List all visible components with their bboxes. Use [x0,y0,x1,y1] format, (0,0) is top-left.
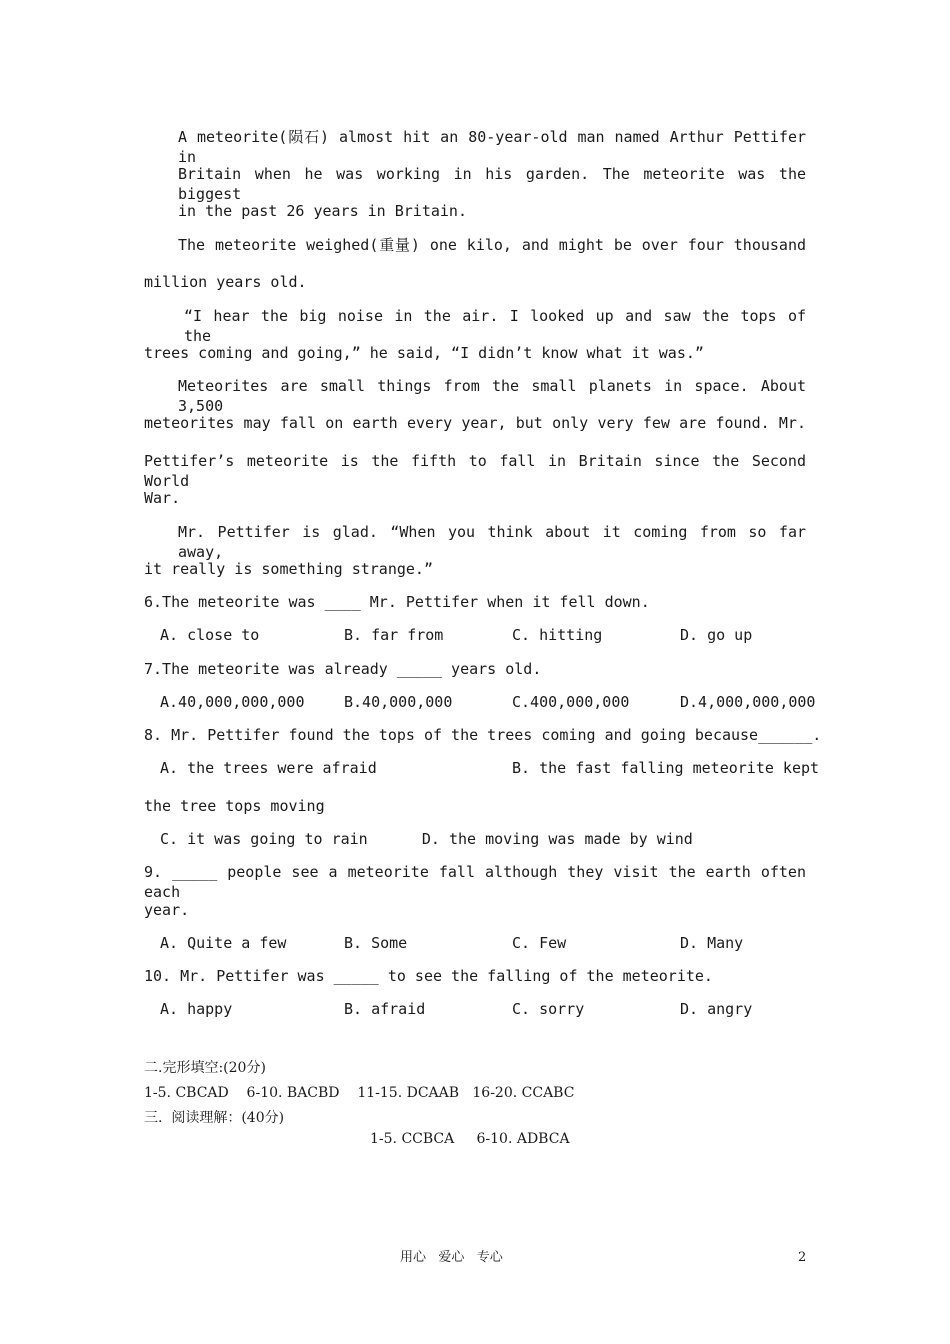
passage-line: A meteorite(陨石) almost hit an 80-year-old man named Arthur Pettifer in [178,128,806,166]
reading-answer-keys: 1-5. CCBCA 6-10. ADBCA [370,1131,570,1147]
option-6c: C. hitting [512,626,603,644]
passage-line: it really is something strange.” [144,560,433,578]
question-9: 9. _____ people see a meteorite fall although they visit the earth often each [144,863,806,901]
cloze-section-title: 二.完形填空:(20分) [144,1060,266,1076]
option-6b: B. far from [344,626,444,644]
passage-line: “I hear the big noise in the air. I looked up and saw the tops of the [184,307,806,345]
option-7b: B.40,000,000 [344,693,453,711]
page-number: 2 [798,1250,807,1265]
option-10a: A. happy [160,1000,233,1018]
passage-line: trees coming and going,” he said, “I didn’t know what it was.” [144,344,704,362]
passage-line: Meteorites are small things from the small planets in space. About 3,500 [178,377,806,415]
passage-line: The meteorite weighed(重量) one kilo, and might be over four thousand [178,236,806,254]
question-6: 6.The meteorite was ____ Mr. Pettifer when it fell down. [144,593,650,611]
passage-line: Pettifer’s meteorite is the fifth to fall in Britain since the Second World [144,452,806,490]
option-10c: C. sorry [512,1000,585,1018]
option-8b: B. the fast falling meteorite kept [512,759,820,777]
option-9a: A. Quite a few [160,934,287,952]
option-7a: A.40,000,000,000 [160,693,305,711]
option-10d: D. angry [680,1000,753,1018]
footer-motto: 用心 爱心 专心 [400,1250,503,1265]
passage-line: million years old. [144,273,307,291]
option-6a: A. close to [160,626,260,644]
option-7d: D.4,000,000,000 [680,693,816,711]
option-8a: A. the trees were afraid [160,759,377,777]
option-8b-continued: the tree tops moving [144,797,325,815]
passage-line: meteorites may fall on earth every year, but only very few are found. Mr. [144,414,806,432]
option-7c: C.400,000,000 [512,693,630,711]
passage-line: Britain when he was working in his garden. The meteorite was the biggest [178,165,806,203]
option-10b: B. afraid [344,1000,426,1018]
passage-line: in the past 26 years in Britain. [178,202,467,220]
passage-line: Mr. Pettifer is glad. “When you think about it coming from so far away, [178,523,806,561]
cloze-answer-keys: 1-5. CBCAD 6-10. BACBD 11-15. DCAAB 16-20. CCABC [144,1085,575,1101]
reading-section-title: 三. 阅读理解：(40分) [144,1110,285,1126]
question-8: 8. Mr. Pettifer found the tops of the trees coming and going because______. [144,726,822,744]
option-9b: B. Some [344,934,408,952]
question-9-continued: year. [144,901,190,919]
question-7: 7.The meteorite was already _____ years old. [144,660,542,678]
option-9d: D. Many [680,934,744,952]
passage-line: War. [144,489,181,507]
option-6d: D. go up [680,626,753,644]
option-9c: C. Few [512,934,567,952]
question-10: 10. Mr. Pettifer was _____ to see the falling of the meteorite. [144,967,713,985]
option-8cd: C. it was going to rain D. the moving was made by wind [160,830,693,848]
